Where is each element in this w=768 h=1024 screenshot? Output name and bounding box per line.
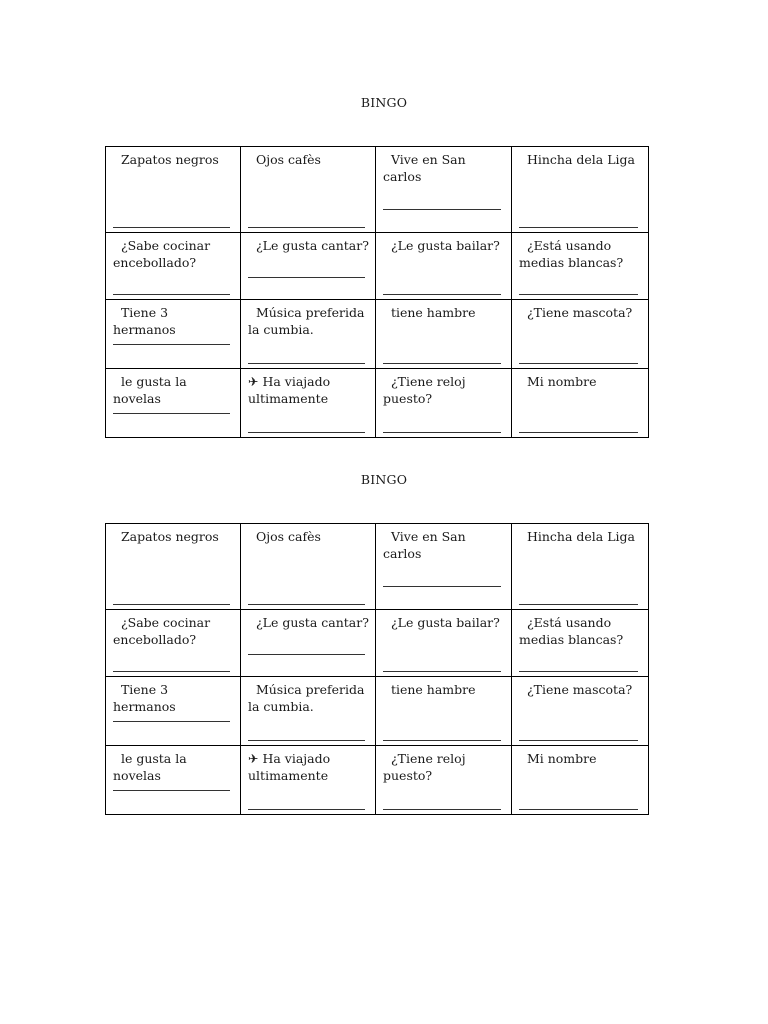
bingo-cell-label: le gusta la novelas xyxy=(113,374,191,406)
bingo-cell-label: Mi nombre xyxy=(519,751,597,766)
bingo-cell xyxy=(512,233,649,300)
bingo-cell xyxy=(512,369,649,438)
bingo-cell xyxy=(106,524,241,610)
bingo-cell-label: ¿Tiene reloj puesto? xyxy=(383,751,470,783)
bingo-cell-label: Tiene 3 hermanos xyxy=(113,305,176,337)
bingo-cell xyxy=(376,233,512,300)
bingo-cell-label: Vive en San carlos xyxy=(383,152,470,184)
signature-line[interactable] xyxy=(248,432,365,433)
bingo-row xyxy=(106,233,649,300)
bingo-cell-label: tiene hambre xyxy=(383,682,476,697)
bingo-cell-label: ✈ Ha viajado ultimamente xyxy=(248,374,335,406)
bingo-cell xyxy=(106,147,241,233)
bingo-cell-label: ¿Sabe cocinar encebollado? xyxy=(113,615,215,647)
signature-line[interactable] xyxy=(519,809,638,810)
bingo-cell xyxy=(512,746,649,815)
signature-line[interactable] xyxy=(113,413,230,414)
bingo-cell xyxy=(376,677,512,746)
signature-line[interactable] xyxy=(248,227,365,228)
bingo-cell xyxy=(241,369,376,438)
bingo-cell xyxy=(241,524,376,610)
bingo-cell xyxy=(106,746,241,815)
bingo-cell-label: ¿Le gusta bailar? xyxy=(383,615,500,630)
bingo-cell-label: Zapatos negros xyxy=(113,529,219,544)
bingo-cell xyxy=(512,524,649,610)
bingo-cell xyxy=(376,369,512,438)
signature-line[interactable] xyxy=(383,586,501,587)
signature-line[interactable] xyxy=(519,671,638,672)
bingo-cell-label: Hincha dela Liga xyxy=(519,152,635,167)
bingo-cell-label: ¿Sabe cocinar encebollado? xyxy=(113,238,215,270)
bingo-cell-label: Vive en San carlos xyxy=(383,529,470,561)
bingo-cell-label: Ojos cafès xyxy=(248,152,321,167)
bingo-cell-label: ¿Está usando medias blancas? xyxy=(519,238,624,270)
bingo-cell-label: le gusta la novelas xyxy=(113,751,191,783)
bingo-cell xyxy=(376,147,512,233)
bingo-row xyxy=(106,677,649,746)
bingo-cell-label: Hincha dela Liga xyxy=(519,529,635,544)
bingo-cell xyxy=(512,677,649,746)
signature-line[interactable] xyxy=(248,363,365,364)
bingo-cell-label: ¿Le gusta cantar? xyxy=(248,238,369,253)
signature-line[interactable] xyxy=(248,740,365,741)
bingo-cell-label: Música preferida la cumbia. xyxy=(248,305,369,337)
signature-line[interactable] xyxy=(519,363,638,364)
signature-line[interactable] xyxy=(113,790,230,791)
signature-line[interactable] xyxy=(519,294,638,295)
signature-line[interactable] xyxy=(113,671,230,672)
signature-line[interactable] xyxy=(519,604,638,605)
signature-line[interactable] xyxy=(113,344,230,345)
bingo-cell xyxy=(376,610,512,677)
signature-line[interactable] xyxy=(248,604,365,605)
signature-line[interactable] xyxy=(383,809,501,810)
bingo-cell-label: Ojos cafès xyxy=(248,529,321,544)
bingo-cell-label: ¿Tiene reloj puesto? xyxy=(383,374,470,406)
bingo-cell-label: ¿Tiene mascota? xyxy=(519,305,633,320)
signature-line[interactable] xyxy=(519,432,638,433)
signature-line[interactable] xyxy=(383,740,501,741)
signature-line[interactable] xyxy=(248,809,365,810)
bingo-cell xyxy=(241,677,376,746)
signature-line[interactable] xyxy=(519,740,638,741)
signature-line[interactable] xyxy=(383,671,501,672)
bingo-row xyxy=(106,300,649,369)
signature-line[interactable] xyxy=(113,721,230,722)
bingo-grid xyxy=(105,146,649,438)
signature-line[interactable] xyxy=(248,654,365,655)
bingo-title: BINGO xyxy=(360,472,408,487)
bingo-cell xyxy=(241,147,376,233)
bingo-cell xyxy=(106,300,241,369)
bingo-cell-label: Zapatos negros xyxy=(113,152,219,167)
bingo-row xyxy=(106,610,649,677)
bingo-title: BINGO xyxy=(360,95,408,110)
bingo-cell-label: ✈ Ha viajado ultimamente xyxy=(248,751,335,783)
signature-line[interactable] xyxy=(383,432,501,433)
bingo-cell xyxy=(106,610,241,677)
signature-line[interactable] xyxy=(383,363,501,364)
bingo-cell-label: Tiene 3 hermanos xyxy=(113,682,176,714)
signature-line[interactable] xyxy=(383,294,501,295)
bingo-cell-label: Música preferida la cumbia. xyxy=(248,682,369,714)
bingo-cell xyxy=(512,610,649,677)
bingo-grid xyxy=(105,523,649,815)
bingo-cell xyxy=(241,233,376,300)
bingo-cell-label: ¿Está usando medias blancas? xyxy=(519,615,624,647)
signature-line[interactable] xyxy=(248,277,365,278)
bingo-cell xyxy=(512,300,649,369)
bingo-cell xyxy=(106,233,241,300)
bingo-cell-label: ¿Le gusta bailar? xyxy=(383,238,500,253)
signature-line[interactable] xyxy=(519,227,638,228)
bingo-cell-label: ¿Le gusta cantar? xyxy=(248,615,369,630)
bingo-cell-label: Mi nombre xyxy=(519,374,597,389)
bingo-cell xyxy=(376,524,512,610)
bingo-row xyxy=(106,746,649,815)
bingo-cell xyxy=(241,300,376,369)
bingo-cell xyxy=(106,369,241,438)
bingo-cell-label: ¿Tiene mascota? xyxy=(519,682,633,697)
bingo-cell xyxy=(376,746,512,815)
bingo-row xyxy=(106,524,649,610)
bingo-cell-label: tiene hambre xyxy=(383,305,476,320)
signature-line[interactable] xyxy=(113,604,230,605)
bingo-row xyxy=(106,369,649,438)
signature-line[interactable] xyxy=(383,209,501,210)
bingo-cell xyxy=(241,610,376,677)
bingo-cell xyxy=(376,300,512,369)
bingo-cell xyxy=(106,677,241,746)
signature-line[interactable] xyxy=(113,227,230,228)
bingo-cell xyxy=(241,746,376,815)
bingo-cell xyxy=(512,147,649,233)
signature-line[interactable] xyxy=(113,294,230,295)
bingo-row xyxy=(106,147,649,233)
